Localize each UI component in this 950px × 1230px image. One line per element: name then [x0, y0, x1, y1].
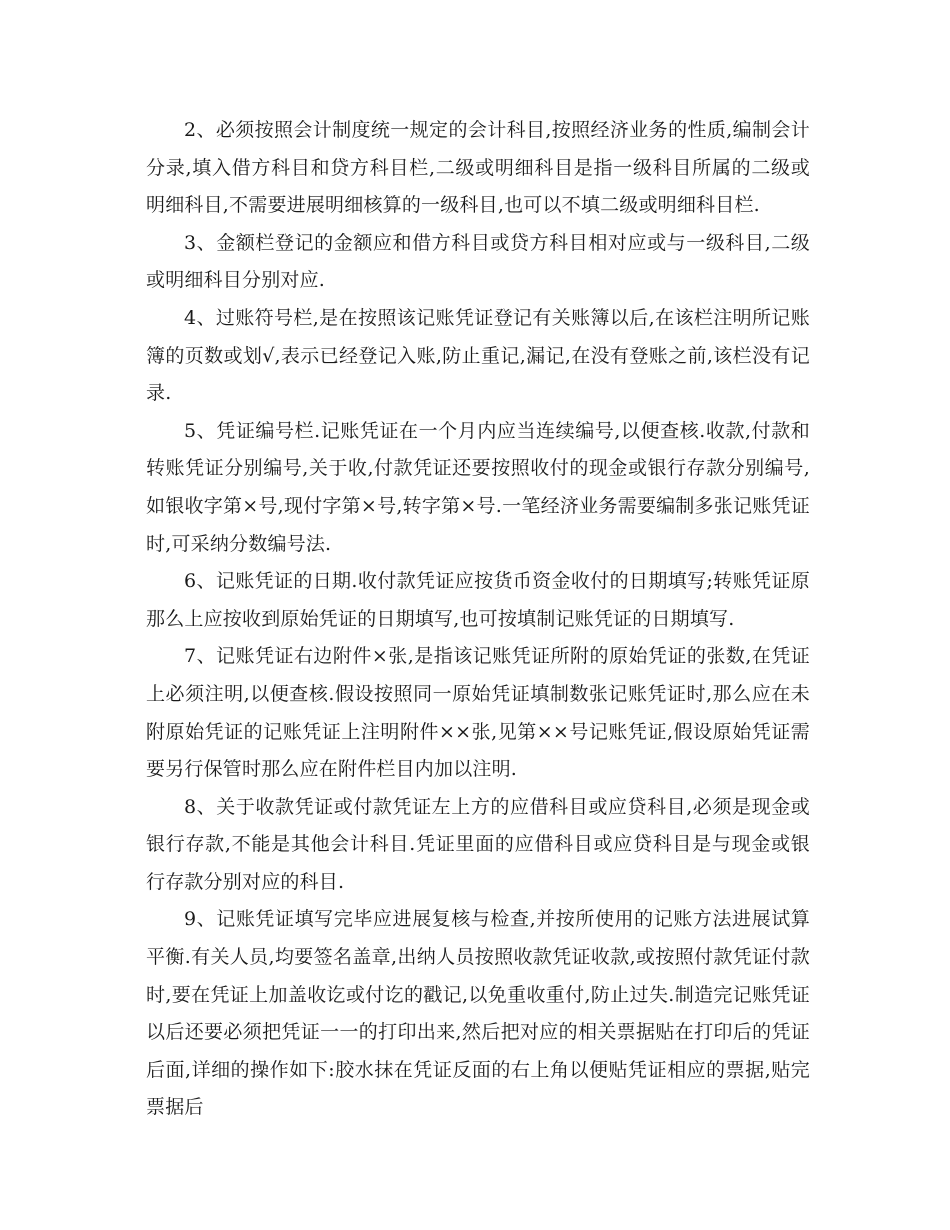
- document-body: [146, 112, 810, 1127]
- paragraph-6: 6、记账凭证的日期.收付款凭证应按货币资金收付的日期填写;转账凭证原那么上应按收到原始凭证的日期填写,也可按填制记账凭证的日期填写.: [146, 570, 810, 630]
- paragraph-3: 3、金额栏登记的金额应和借方科目或贷方科目相对应或与一级科目,二级或明细科目分别对应.: [146, 231, 810, 292]
- paragraph-2: 2、必须按照会计制度统一规定的会计科目,按照经济业务的性质,编制会计分录,填入借方科目和贷方科目栏,二级或明细科目是指一级科目所属的二级或明细科目,不需要进展明细核算的一级科目,也可以不填二级或明细科目栏.: [146, 119, 810, 217]
- paragraph-5: 5、凭证编号栏.记账凭证在一个月内应当连续编号,以便查核.收款,付款和转账凭证分别编号,关于收,付款凭证还要按照收付的现金或银行存款分别编号,如银收字第×号,现付字第×号,转字第×号.一笔经济业务需要编制多张记账凭证时,可采纳分数编号法.: [146, 419, 810, 555]
- paragraph-8: 8、关于收款凭证或付款凭证左上方的应借科目或应贷科目,必须是现金或银行存款,不能是其他会计科目.凭证里面的应借科目或应贷科目是与现金或银行存款分别对应的科目.: [146, 795, 810, 893]
- paragraph-9: 9、记账凭证填写完毕应进展复核与检查,并按所使用的记账方法进展试算平衡.有关人员,均要签名盖章,出纳人员按照收款凭证收款,或按照付款凭证付款时,要在凭证上加盖收讫或付讫的戳记,以免重收重付,防止过失.制造完记账凭证以后还要必须把凭证一一的打印出来,然后把对应的相关票据贴在打印后的凭证后面,详细的操作如下:胶水抹在凭证反面的右上角以便贴凭证相应的票据,贴完票据后: [146, 908, 810, 1119]
- paragraph-7: 7、记账凭证右边附件×张,是指该记账凭证所附的原始凭证的张数,在凭证上必须注明,以便查核.假设按照同一原始凭证填制数张记账凭证时,那么应在未附原始凭证的记账凭证上注明附件××张,见第××号记账凭证,假设原始凭证需要另行保管时那么应在附件栏目内加以注明.: [146, 645, 810, 781]
- paragraph-4: 4、过账符号栏,是在按照该记账凭证登记有关账簿以后,在该栏注明所记账簿的页数或划√,表示已经登记入账,防止重记,漏记,在没有登账之前,该栏没有记录.: [146, 306, 810, 405]
